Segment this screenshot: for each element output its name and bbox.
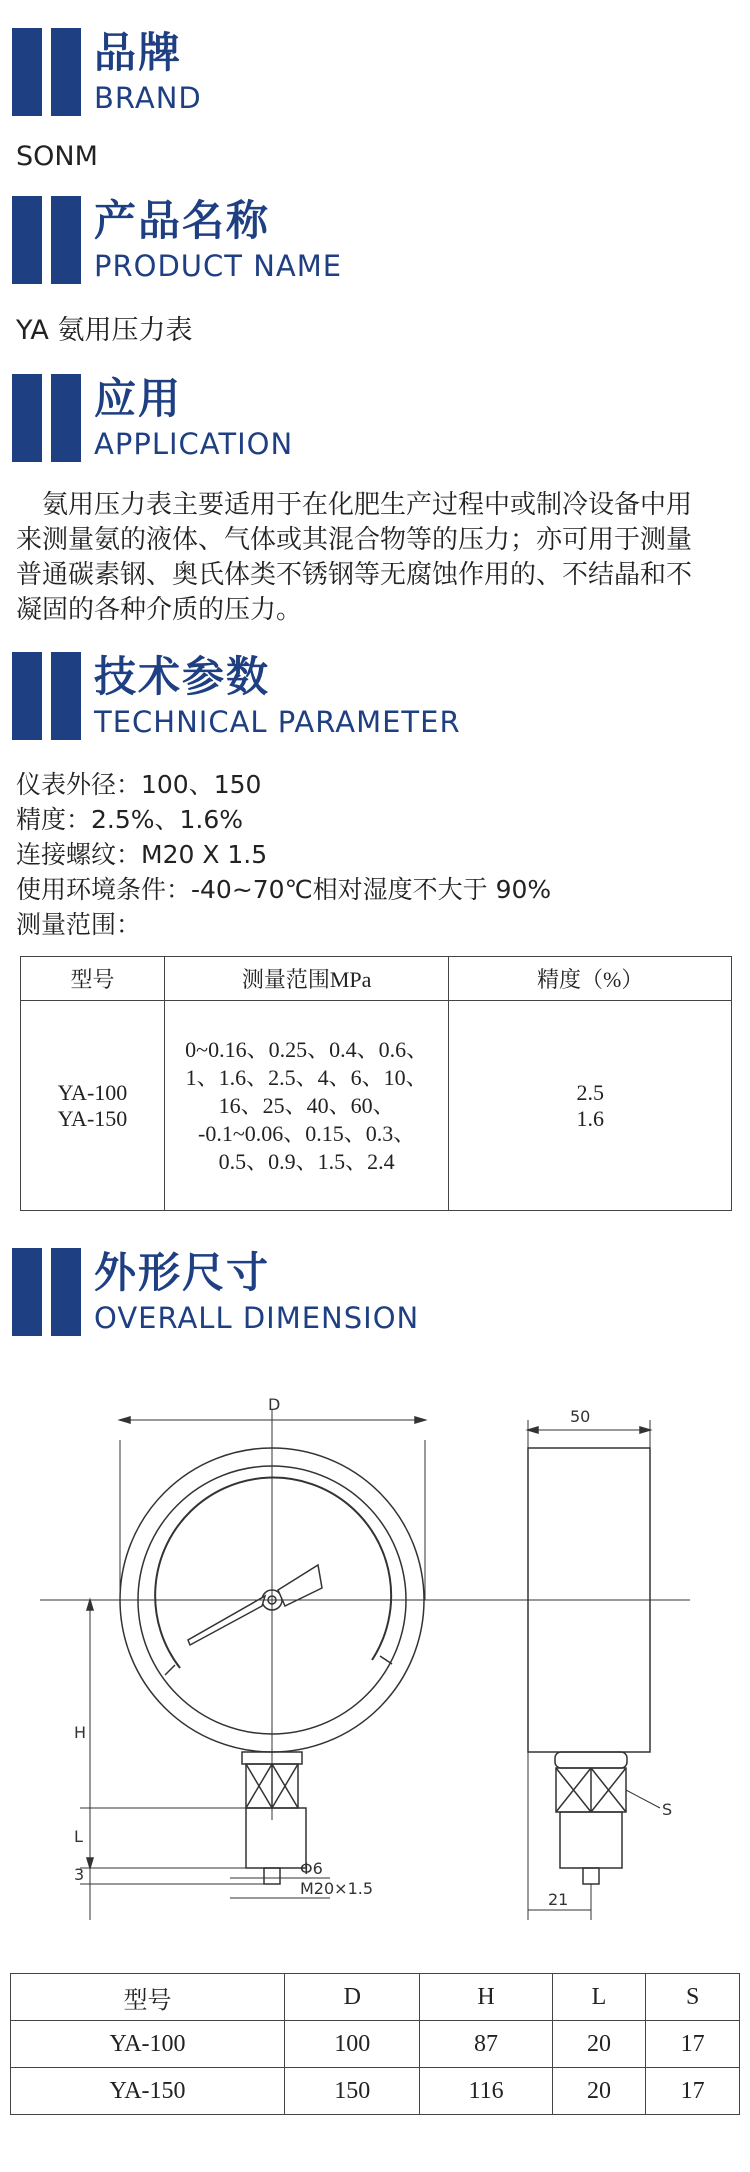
application-line: 氨用压力表主要适用于在化肥生产过程中或制冷设备中用 <box>16 490 693 520</box>
table-header: 型号 <box>21 957 165 1001</box>
table-cell: YA-100 <box>11 2021 285 2068</box>
table-header: S <box>646 1974 740 2021</box>
table-cell: 20 <box>552 2068 646 2115</box>
section-subtitle: OVERALL DIMENSION <box>94 1301 420 1335</box>
dim-label-50: 50 <box>570 1407 591 1426</box>
section-title: 技术参数 <box>94 652 271 701</box>
table-cell: 87 <box>420 2021 552 2068</box>
range-line: 0~0.16、0.25、0.4、0.6、 <box>185 1036 429 1062</box>
model-value: YA-150 <box>57 1105 128 1131</box>
table-row <box>11 2021 740 2068</box>
model-value: YA-100 <box>57 1079 128 1105</box>
table-cell: 20 <box>552 2021 646 2068</box>
table-header: D <box>285 1974 420 2021</box>
accuracy-value: 2.5 <box>576 1079 604 1105</box>
dim-label-thread: M20×1.5 <box>300 1879 374 1898</box>
section-bars-icon <box>12 196 84 284</box>
table-cell: 100 <box>285 2021 420 2068</box>
gauge-side-view <box>528 1420 660 1920</box>
param-thread: 连接螺纹：M20 X 1.5 <box>16 840 268 869</box>
table-cell-ranges <box>164 1001 448 1211</box>
param-diameter: 仪表外径：100、150 <box>16 770 262 799</box>
range-line: 1、1.6、2.5、4、6、10、 <box>185 1064 428 1090</box>
dim-label-21: 21 <box>548 1890 569 1909</box>
dim-label-s: S <box>662 1800 673 1819</box>
section-title: 品牌 <box>94 28 183 77</box>
section-bars-icon <box>12 374 84 462</box>
section-subtitle: APPLICATION <box>94 427 294 461</box>
product-name-value: YA 氨用压力表 <box>16 315 193 346</box>
application-paragraph <box>16 488 740 628</box>
table-header: 精度（%） <box>449 957 732 1001</box>
table-cell: 150 <box>285 2068 420 2115</box>
brand-value: SONM <box>16 141 98 172</box>
param-accuracy: 精度：2.5%、1.6% <box>16 805 244 834</box>
table-cell-models <box>21 1001 165 1211</box>
section-bars-icon <box>12 28 84 116</box>
table-header: L <box>552 1974 646 2021</box>
table-header: 型号 <box>11 1974 285 2021</box>
dim-label-d: D <box>268 1395 281 1414</box>
range-line: -0.1~0.06、0.15、0.3、 <box>198 1120 416 1146</box>
application-line: 来测量氨的液体、气体或其混合物等的压力；亦可用于测量 <box>16 525 693 555</box>
table-cell: 116 <box>420 2068 552 2115</box>
range-table <box>20 956 732 1211</box>
table-row <box>11 2068 740 2115</box>
application-line: 凝固的各种介质的压力。 <box>16 595 303 625</box>
section-subtitle: BRAND <box>94 81 202 115</box>
dim-label-l: L <box>74 1827 83 1846</box>
dim-label-h: H <box>74 1723 87 1742</box>
table-header: 测量范围MPa <box>164 957 448 1001</box>
section-bars-icon <box>12 652 84 740</box>
param-environment: 使用环境条件：-40~70℃相对湿度不大于 90% <box>16 875 552 904</box>
application-line: 普通碳素钢、奥氏体类不锈钢等无腐蚀作用的、不结晶和不 <box>16 560 693 590</box>
section-title: 外形尺寸 <box>94 1248 271 1297</box>
section-title: 产品名称 <box>94 196 271 245</box>
table-cell: YA-150 <box>11 2068 285 2115</box>
section-bars-icon <box>12 1248 84 1336</box>
table-header: H <box>420 1974 552 2021</box>
range-line: 16、25、40、60、 <box>218 1092 395 1118</box>
table-cell: 17 <box>646 2021 740 2068</box>
accuracy-value: 1.6 <box>576 1105 604 1131</box>
dimension-drawing <box>0 1360 750 1950</box>
param-range-label: 测量范围： <box>16 910 142 939</box>
dim-label-3: 3 <box>74 1865 85 1884</box>
section-subtitle: TECHNICAL PARAMETER <box>94 705 461 739</box>
dimension-table <box>10 1973 740 2115</box>
section-subtitle: PRODUCT NAME <box>94 249 343 283</box>
connector-hex-marks <box>246 1764 626 1812</box>
range-line: 0.5、0.9、1.5、2.4 <box>218 1148 395 1174</box>
section-title: 应用 <box>94 374 183 423</box>
gauge-front-view <box>40 1410 690 1920</box>
table-cell-accuracy <box>449 1001 732 1211</box>
table-cell: 17 <box>646 2068 740 2115</box>
dim-label-phi: Φ6 <box>300 1859 323 1878</box>
technical-params <box>16 767 551 942</box>
